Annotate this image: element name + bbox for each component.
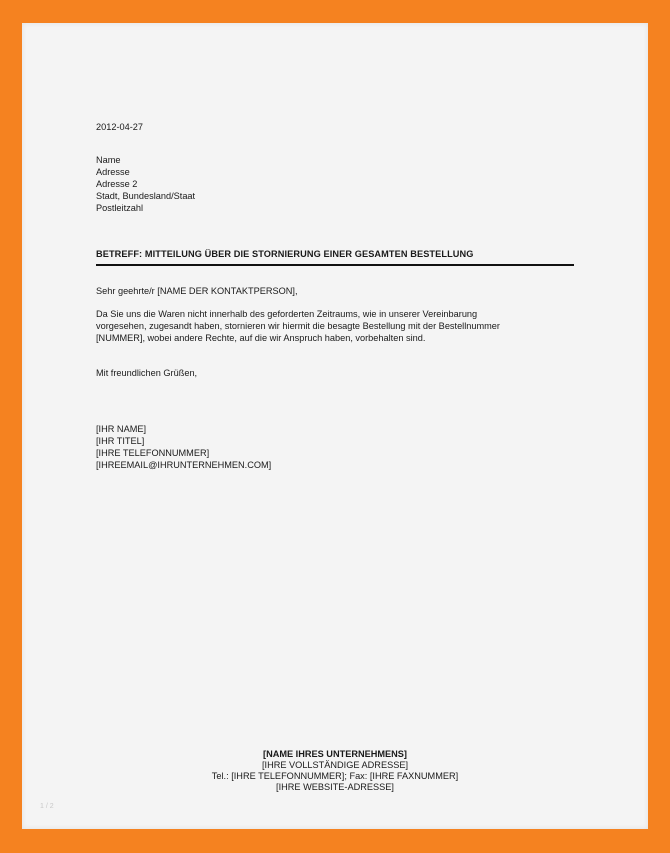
signature-phone: [IHRE TELEFONNUMMER] [96, 448, 210, 458]
recipient-name: Name [96, 155, 121, 165]
signature-name: [IHR NAME] [96, 424, 147, 434]
footer-contact: Tel.: [IHRE TELEFONNUMMER]; Fax: [IHRE FAXNUMMER] [211, 771, 459, 781]
recipient-city-state: Stadt, Bundesland/Staat [96, 191, 196, 201]
footer-website: [IHRE WEBSITE-ADRESSE] [276, 782, 394, 792]
signature-block [96, 423, 271, 471]
footer-company: [NAME IHRES UNTERNEHMENS] [263, 749, 407, 759]
recipient-postal-code: Postleitzahl [96, 203, 143, 213]
recipient-address-line-2: Adresse 2 [96, 179, 138, 189]
signature-email: [IHREEMAIL@IHRUNTERNEHMEN.COM] [96, 460, 272, 470]
subject-divider [96, 264, 574, 266]
closing: Mit freundlichen Grüßen, [96, 368, 198, 378]
salutation: Sehr geehrte/r [NAME DER KONTAKTPERSON], [96, 286, 298, 296]
body-line: vorgesehen, zugesandt haben, stornieren wir hiermit die besagte Bestellung mit der Bestellnummer [96, 321, 500, 331]
recipient-address [96, 154, 195, 214]
letter-body [96, 308, 500, 344]
letter-page [22, 23, 648, 829]
subject-line: BETREFF: MITTEILUNG ÜBER DIE STORNIERUNG EINER GESAMTEN BESTELLUNG [96, 249, 474, 259]
body-line: [NUMMER], wobei andere Rechte, auf die wir Anspruch haben, vorbehalten sind. [96, 333, 426, 343]
page-number: 1 / 2 [40, 803, 54, 810]
letter-footer [22, 749, 648, 793]
signature-title: [IHR TITEL] [96, 436, 145, 446]
letter-date: 2012-04-27 [96, 122, 143, 132]
footer-address: [IHRE VOLLSTÄNDIGE ADRESSE] [261, 760, 409, 770]
recipient-address-line-1: Adresse [96, 167, 130, 177]
body-line: Da Sie uns die Waren nicht innerhalb des geforderten Zeitraums, wie in unserer Vereinbarung [96, 309, 478, 319]
